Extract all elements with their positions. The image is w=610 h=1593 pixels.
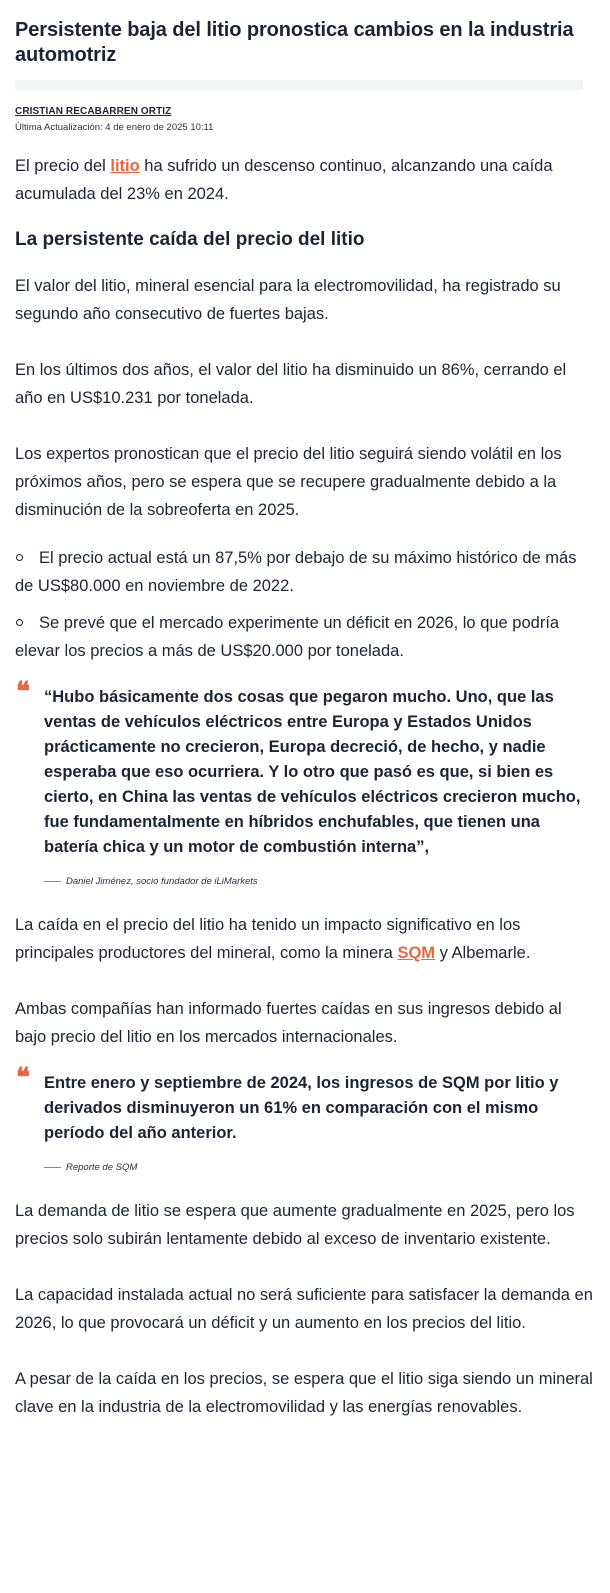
paragraph-7: La capacidad instalada actual no será suficiente para satisfacer la demanda en 2026, lo que provocará un déficit y un aumento en los precios del litio. [15, 1286, 593, 1332]
author-link[interactable]: CRISTIAN RECABARREN ORTIZ [15, 106, 172, 117]
quote-text: Entre enero y septiembre de 2024, los ingresos de SQM por litio y derivados disminuyeron un 61% en comparación con el mismo período del año anterior. [44, 1074, 559, 1142]
blockquote-2 [15, 1063, 595, 1173]
quote-source-text: Daniel Jiménez, socio fundador de iLiMarkets [66, 876, 258, 887]
quote-mark-icon: ❝ [16, 677, 30, 707]
intro-text-start: El precio del [15, 157, 111, 175]
quote-source [44, 876, 595, 887]
bullet-text: El precio actual está un 87,5% por debajo de su máximo histórico de más de US$80.000 en noviembre de 2022. [15, 549, 577, 595]
dash-icon [44, 881, 61, 883]
paragraph-5: Ambas compañías han informado fuertes caídas en sus ingresos debido al bajo precio del litio en los mercados internacionales. [15, 1000, 562, 1046]
quote-text: “Hubo básicamente dos cosas que pegaron mucho. Uno, que las ventas de vehículos eléctricos entre Europa y Estados Unidos prácticamente no crecieron, Europa decreció, de hecho, y nadie esperaba que eso ocurriera. Y lo otro que pasó es que, si bien es cierto, en China las ventas de vehículos eléctricos crecieron mucho, fue fundamentalmente en híbridos enchufables, que tienen una batería chica y un motor de combustión interna”, [44, 688, 581, 856]
p4-text-start: La caída en el precio del litio ha tenido un impacto significativo en los principales productores del mineral, como la minera [15, 916, 521, 962]
updated-timestamp: Última Actualización: 4 de enero de 2025 10:11 [15, 122, 214, 133]
paragraph-4 [15, 911, 595, 967]
bullet-text: Se prevé que el mercado experimente un déficit en 2026, lo que podría elevar los precios a más de US$20.000 por tonelada. [15, 614, 560, 660]
sqm-link[interactable]: SQM [397, 944, 436, 962]
p4-text-end: y Albemarle. [435, 944, 531, 962]
bullet-circle-icon [16, 554, 23, 561]
intro-text-end: ha sufrido un descenso continuo, alcanzando una caída acumulada del 23% en 2024. [15, 157, 553, 203]
article-title: Persistente baja del litio pronostica cambios en la industria automotriz [15, 19, 574, 66]
paragraph-1: El valor del litio, mineral esencial para la electromovilidad, ha registrado su segundo año consecutivo de fuertes bajas. [15, 277, 561, 323]
bullet-list [15, 544, 595, 665]
paragraph-6: La demanda de litio se espera que aumente gradualmente en 2025, pero los precios solo subirán lentamente debido al exceso de inventario existente. [15, 1202, 575, 1248]
quote-source-text: Reporte de SQM [66, 1162, 138, 1173]
quote-source [44, 1162, 595, 1173]
dash-icon [44, 1167, 61, 1169]
section-heading: La persistente caída del precio del litio [15, 229, 365, 250]
list-item [15, 609, 595, 665]
litio-link[interactable]: litio [110, 157, 140, 175]
list-item [15, 544, 595, 600]
paragraph-3: Los expertos pronostican que el precio del litio seguirá siendo volátil en los próximos años, pero se espera que se recupere gradualmente debido a la disminución de la sobreoferta en 2025. [15, 445, 562, 519]
paragraph-2: En los últimos dos años, el valor del litio ha disminuido un 86%, cerrando el año en US$10.231 por tonelada. [15, 361, 567, 407]
blockquote-1 [15, 677, 595, 887]
paragraph-8: A pesar de la caída en los precios, se espera que el litio siga siendo un mineral clave en la industria de la electromovilidad y las energías renovables. [15, 1370, 593, 1416]
divider [15, 80, 583, 90]
intro-paragraph [15, 152, 595, 208]
quote-mark-icon: ❝ [16, 1063, 30, 1093]
bullet-circle-icon [16, 619, 23, 626]
